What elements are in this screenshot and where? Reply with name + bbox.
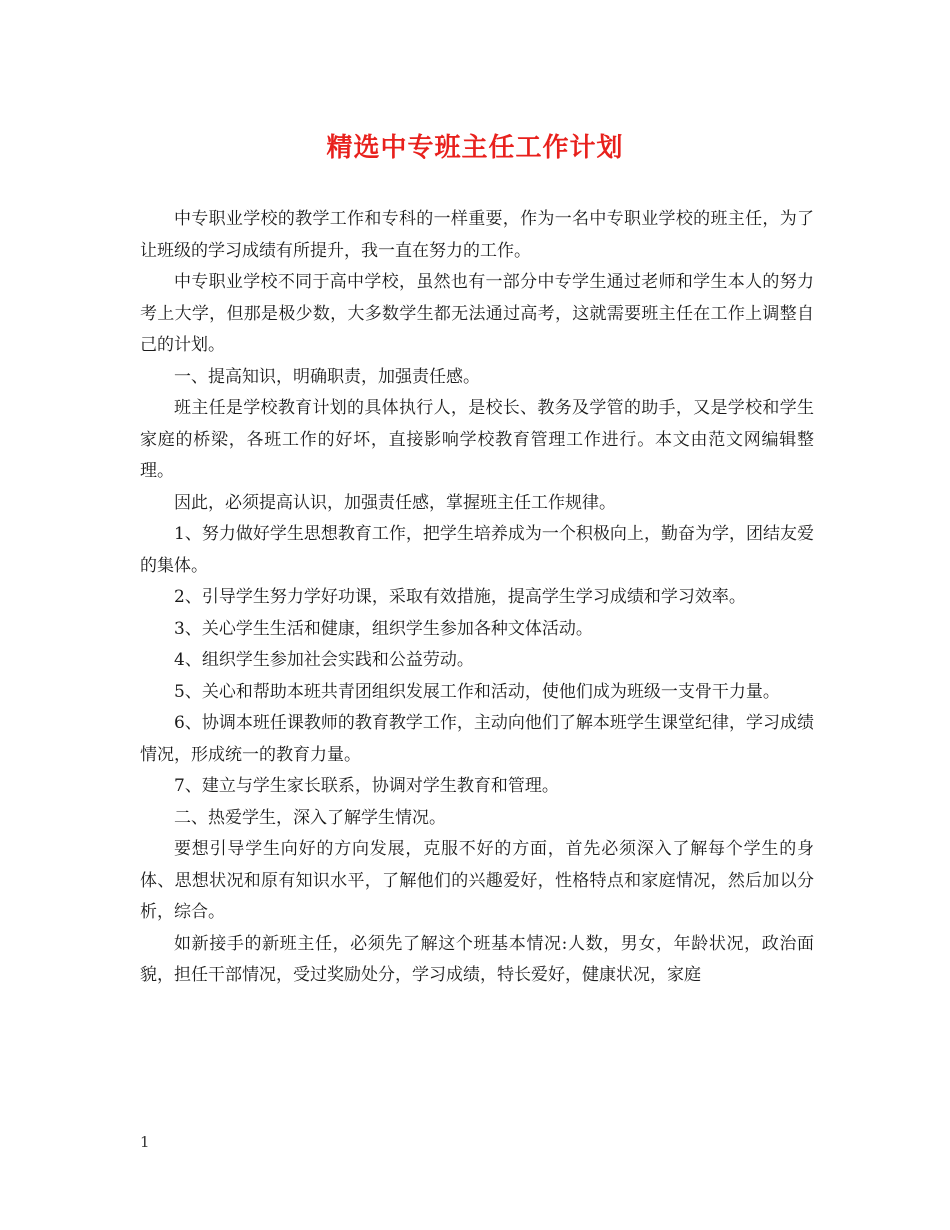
page-number: 1	[140, 1133, 150, 1151]
list-item: 5、关心和帮助本班共青团组织发展工作和活动，使他们成为班级一支骨干力量。	[174, 681, 780, 702]
paragraph: 如新接手的新班主任，必须先了解这个班基本情况:人数，男女，年龄状况，政治面貌，担任干部情况，受过奖励处分，学习成绩，特长爱好，健康状况，家庭	[140, 933, 814, 985]
list-item: 6、协调本班任课教师的教育教学工作，主动向他们了解本班学生课堂纪律，学习成绩情况，形成统一的教育力量。	[140, 713, 814, 765]
section-heading: 一、提高知识，明确职责，加强责任感。	[174, 366, 480, 387]
document-body	[140, 204, 814, 992]
paragraph: 中专职业学校的教学工作和专科的一样重要，作为一名中专职业学校的班主任，为了让班级的学习成绩有所提升，我一直在努力的工作。	[140, 209, 814, 261]
section-heading: 二、热爱学生，深入了解学生情况。	[174, 807, 446, 828]
paragraph: 要想引导学生向好的方向发展，克服不好的方面，首先必须深入了解每个学生的身体、思想状况和原有知识水平，了解他们的兴趣爱好，性格特点和家庭情况，然后加以分析，综合。	[140, 839, 814, 922]
list-item: 7、建立与学生家长联系，协调对学生教育和管理。	[174, 776, 559, 796]
list-item: 4、组织学生参加社会实践和公益劳动。	[174, 650, 474, 670]
paragraph: 因此，必须提高认识，加强责任感，掌握班主任工作规律。	[174, 492, 616, 513]
document-title: 精选中专班主任工作计划	[326, 133, 624, 163]
list-item: 2、引导学生努力学好功课，采取有效措施，提高学生学习成绩和学习效率。	[174, 587, 746, 607]
paragraph: 中专职业学校不同于高中学校，虽然也有一部分中专学生通过老师和学生本人的努力考上大学，但那是极少数，大多数学生都无法通过高考，这就需要班主任在工作上调整自己的计划。	[140, 272, 814, 355]
list-item: 3、关心学生生活和健康，组织学生参加各种文体活动。	[174, 618, 593, 639]
paragraph: 班主任是学校教育计划的具体执行人，是校长、教务及学管的助手，又是学校和学生家庭的桥梁，各班工作的好坏，直接影响学校教育管理工作进行。本文由范文网编辑整理。	[140, 398, 814, 481]
list-item: 1、努力做好学生思想教育工作，把学生培养成为一个积极向上，勤奋为学，团结友爱的集体。	[140, 524, 814, 576]
